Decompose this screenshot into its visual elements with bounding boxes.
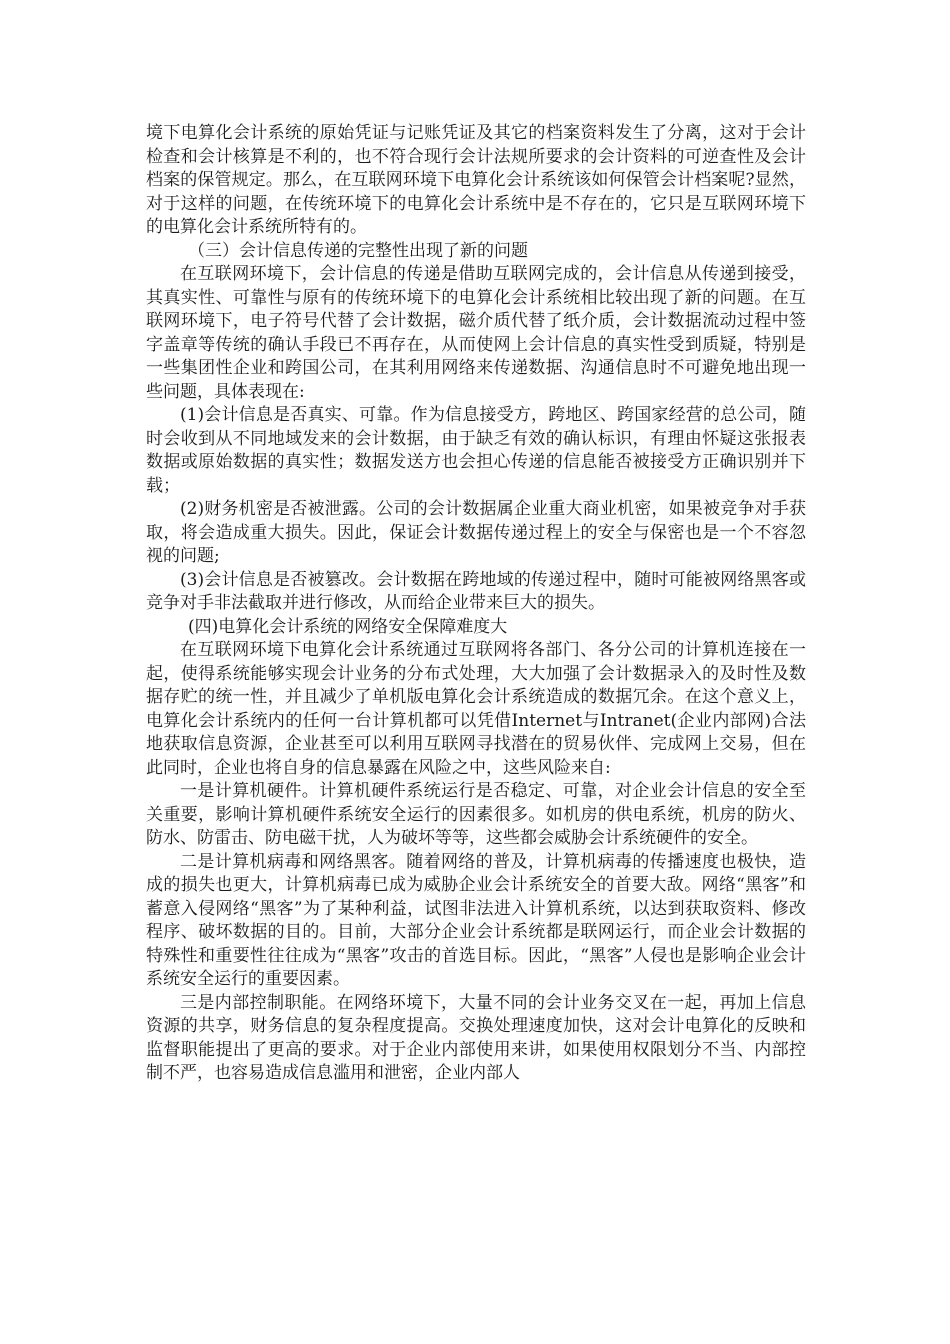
body-paragraph: 二是计算机病毒和网络黑客。随着网络的普及，计算机病毒的传播速度也极快，造成的损失也更大，计算机病毒已成为威胁企业会计系统安全的首要大敌。网络“黑客”和蓄意入侵网络“黑客”为了某种利益，试图非法进入计算机系统，以达到获取资料、修改程序、破坏数据的目的。目前，大部分企业会计系统都是联网运行，而企业会计数据的特殊性和重要性往往成为“黑客”攻击的首选目标。因此，“黑客”人侵也是影响企业会计系统安全运行的重要因素。 xyxy=(146,851,806,989)
body-paragraph: 在互联网环境下，会计信息的传递是借助互联网完成的，会计信息从传递到接受，其真实性、可靠性与原有的传统环境下的电算化会计系统相比较出现了新的问题。在互联网环境下，电子符号代替了会计数据，磁介质代替了纸介质，会计数据流动过程中签字盖章等传统的确认手段已不再存在，从而使网上会计信息的真实性受到质疑，特别是一些集团性企业和跨国公司，在其利用网络来传递数据、沟通信息时不可避免地出现一些问题，具体表现在: xyxy=(146,264,806,402)
section-heading: （三）会计信息传递的完整性出现了新的问题 xyxy=(188,240,528,261)
body-paragraph: 三是内部控制职能。在网络环境下，大量不同的会计业务交叉在一起，再加上信息资源的共享，财务信息的复杂程度提高。交换处理速度加快，这对会计电算化的反映和监督职能提出了更高的要求。对于企业内部使用来讲，如果使用权限划分不当、内部控制不严，也容易造成信息滥用和泄密，企业内部人 xyxy=(146,992,806,1083)
document-page xyxy=(146,122,806,1086)
list-item-paragraph: (3)会计信息是否被篡改。会计数据在跨地域的传递过程中，随时可能被网络黑客或竞争对手非法截取并进行修改，从而给企业带来巨大的损失。 xyxy=(146,569,806,613)
section-heading: (四)电算化会计系统的网络安全保障难度大 xyxy=(188,616,508,637)
body-paragraph: 一是计算机硬件。计算机硬件系统运行是否稳定、可靠，对企业会计信息的安全至关重要，影响计算机硬件系统安全运行的因素很多。如机房的供电系统，机房的防火、防水、防雷击、防电磁干扰，人为破坏等等，这些都会威胁会计系统硬件的安全。 xyxy=(146,781,806,848)
body-paragraph: 境下电算化会计系统的原始凭证与记账凭证及其它的档案资料发生了分离，这对于会计检查和会计核算是不利的，也不符合现行会计法规所要求的会计资料的可逆查性及会计档案的保管规定。那么，在互联网环境下电算化会计系统该如何保管会计档案呢?显然，对于这样的问题，在传统环境下的电算化会计系统中是不存在的，它只是互联网环境下的电算化会计系统所特有的。 xyxy=(146,123,806,237)
list-item-paragraph: (1)会计信息是否真实、可靠。作为信息接受方，跨地区、跨国家经营的总公司，随时会收到从不同地域发来的会计数据，由于缺乏有效的确认标识，有理由怀疑这张报表数据或原始数据的真实性；数据发送方也会担心传递的信息能否被接受方正确识别并下载； xyxy=(146,405,806,496)
body-paragraph: 在互联网环境下电算化会计系统通过互联网将各部门、各分公司的计算机连接在一起，使得系统能够实现会计业务的分布式处理，大大加强了会计数据录入的及时性及数据存贮的统一性，并且减少了单机版电算化会计系统造成的数据冗余。在这个意义上，电算化会计系统内的任何一台计算机都可以凭借Internet与Intranet(企业内部网)合法地获取信息资源，企业甚至可以利用互联网寻找潜在的贸易伙伴、完成网上交易，但在此同时，企业也将自身的信息暴露在风险之中，这些风险来自: xyxy=(146,640,806,778)
list-item-paragraph: (2)财务机密是否被泄露。公司的会计数据属企业重大商业机密，如果被竞争对手获取，将会造成重大损失。因此，保证会计数据传递过程上的安全与保密也是一个不容忽视的问题; xyxy=(146,499,806,566)
